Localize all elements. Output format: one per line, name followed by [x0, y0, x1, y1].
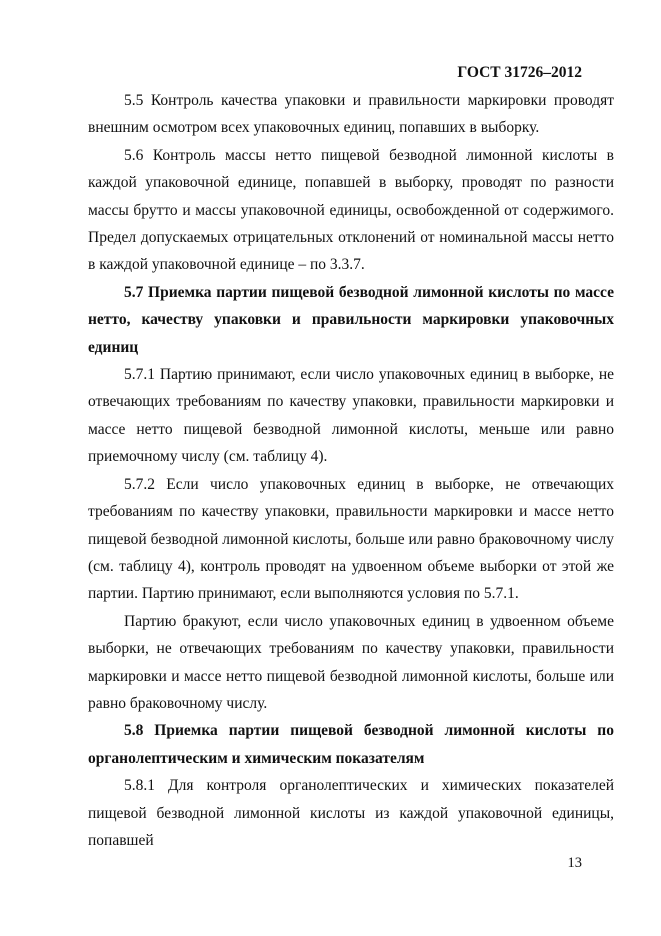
- heading-5-8: 5.8 Приемка партии пищевой безводной лимонной кислоты по органолептическим и химическим показателям: [88, 722, 614, 767]
- paragraph-5-8-1: 5.8.1 Для контроля органолептических и химических показателей пищевой безводной лимонной кислоты из каждой упаковочной единицы, попавшей: [88, 777, 614, 849]
- document-body: [88, 87, 614, 854]
- heading-5-7: 5.7 Приемка партии пищевой безводной лимонной кислоты по массе нетто, качеству упаковки и правильности маркировки упаковочных единиц: [88, 283, 614, 356]
- paragraph-5-5: 5.5 Контроль качества упаковки и правильности маркировки проводят внешним осмотром всех упаковочных единиц, попавших в выборку.: [88, 92, 614, 137]
- paragraph-5-7-1: 5.7.1 Партию принимают, если число упаковочных единиц в выборке, не отвечающих требованиям по качеству упаковки, правильности маркировки и массе нетто пищевой безводной лимонной кислоты, меньше или равно приемочному числу (см. таблицу 4).: [88, 366, 614, 466]
- paragraph-reject: Партию бракуют, если число упаковочных единиц в удвоенном объеме выборки, не отвечающих требованиям по качеству упаковки, правильности маркировки и массе нетто пищевой безводной лимонной кислоты, больше или равно браковочному числу.: [88, 612, 614, 712]
- document-header: ГОСТ 31726–2012: [457, 64, 582, 81]
- paragraph-5-6: 5.6 Контроль массы нетто пищевой безводной лимонной кислоты в каждой упаковочной единице, попавшей в выборку, проводят по разности массы брутто и массы упаковочной единицы, освобожденной от содержимого. Предел допускаемых отрицательных отклонений от номинальной массы нетто в каждой упаковочной единице – по 3.3.7.: [88, 146, 614, 274]
- page-number: 13: [567, 855, 582, 871]
- paragraph-5-7-2: 5.7.2 Если число упаковочных единиц в выборке, не отвечающих требованиям по качеству упаковки, правильности маркировки и массе нетто пищевой безводной лимонной кислоты, больше или равно браковочному числу (см. таблицу 4), контроль проводят на удвоенном объеме выборки от этой же партии. Партию принимают, если выполняются условия по 5.7.1.: [88, 475, 614, 603]
